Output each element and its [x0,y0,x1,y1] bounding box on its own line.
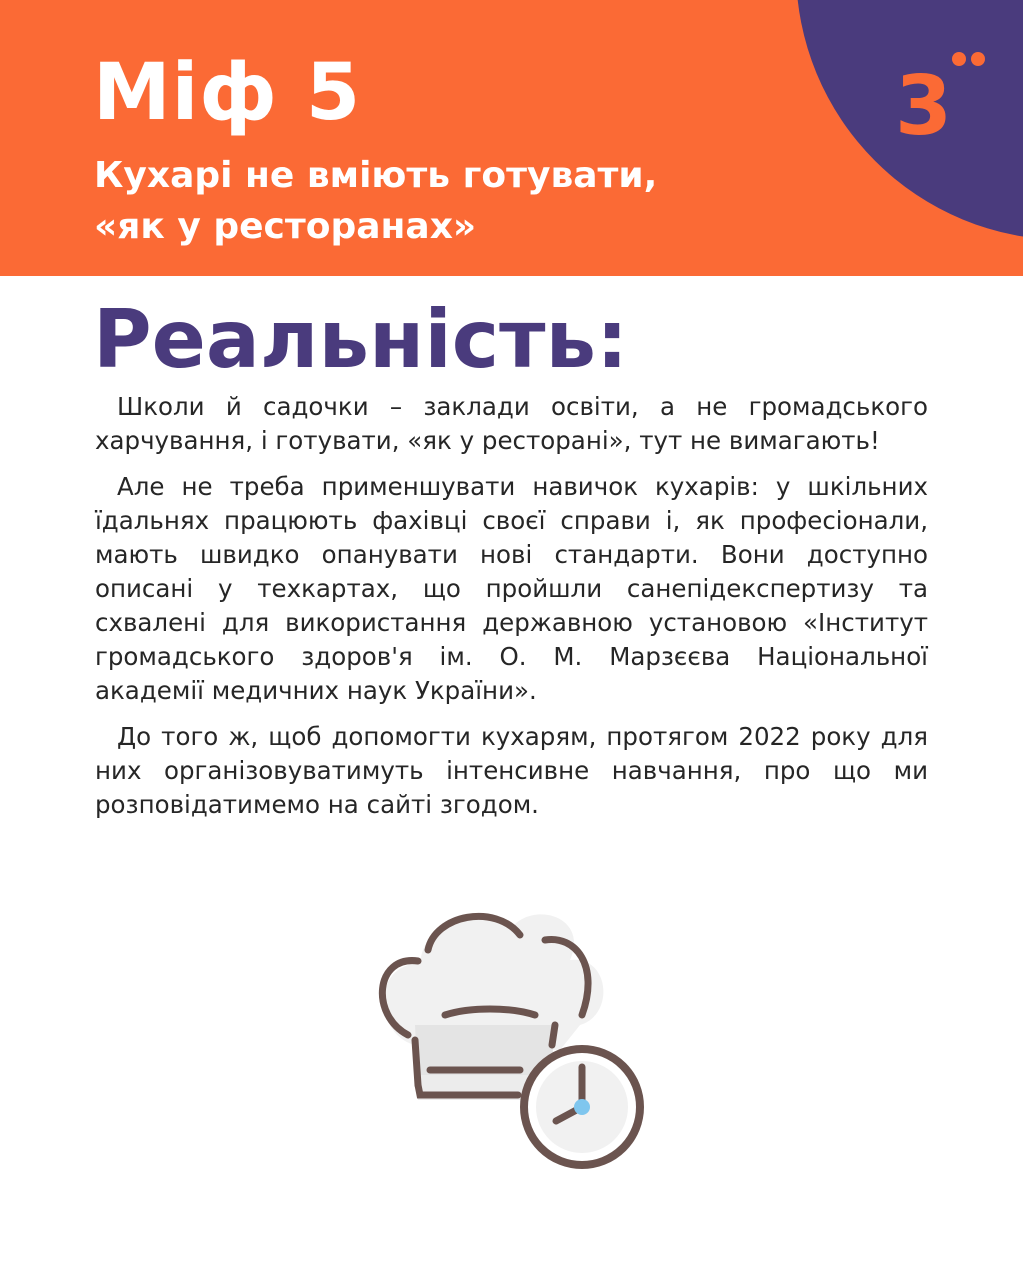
paragraph: До того ж, щоб допомогти кухарям, протягом 2022 року для них організовуватимуть інтенсивне навчання, про що ми розповідатимемо на сайті згодом. [95,722,928,819]
svg-text:3: 3 [895,59,953,150]
paragraph: Але не треба применшувати навичок кухарів: у шкільних їдальнях працюють фахівці своєї справи і, як професіонали, мають швидко опанувати нові стандарти. Вони доступно описані у техкартах, що пройшли санепідекспертизу та схвалені для використання державною установою «Інститут громадського здоров'я ім. О. М. Марзєєва Національної академії медичних наук України». [95,472,928,705]
myth-title: Міф 5 [93,48,362,138]
header-banner [0,0,1023,276]
paragraph: Школи й садочки – заклади освіти, а не громадського харчування, і готувати, «як у ресторані», тут не вимагають! [95,392,928,455]
chef-hat-clock-icon [360,895,660,1185]
brand-logo-3-icon [893,50,1003,150]
myth-subtitle: Кухарі не вміють готувати, «як у ресторанах» [94,155,658,247]
body-text [95,390,928,834]
reality-heading: Реальність: [93,293,629,386]
